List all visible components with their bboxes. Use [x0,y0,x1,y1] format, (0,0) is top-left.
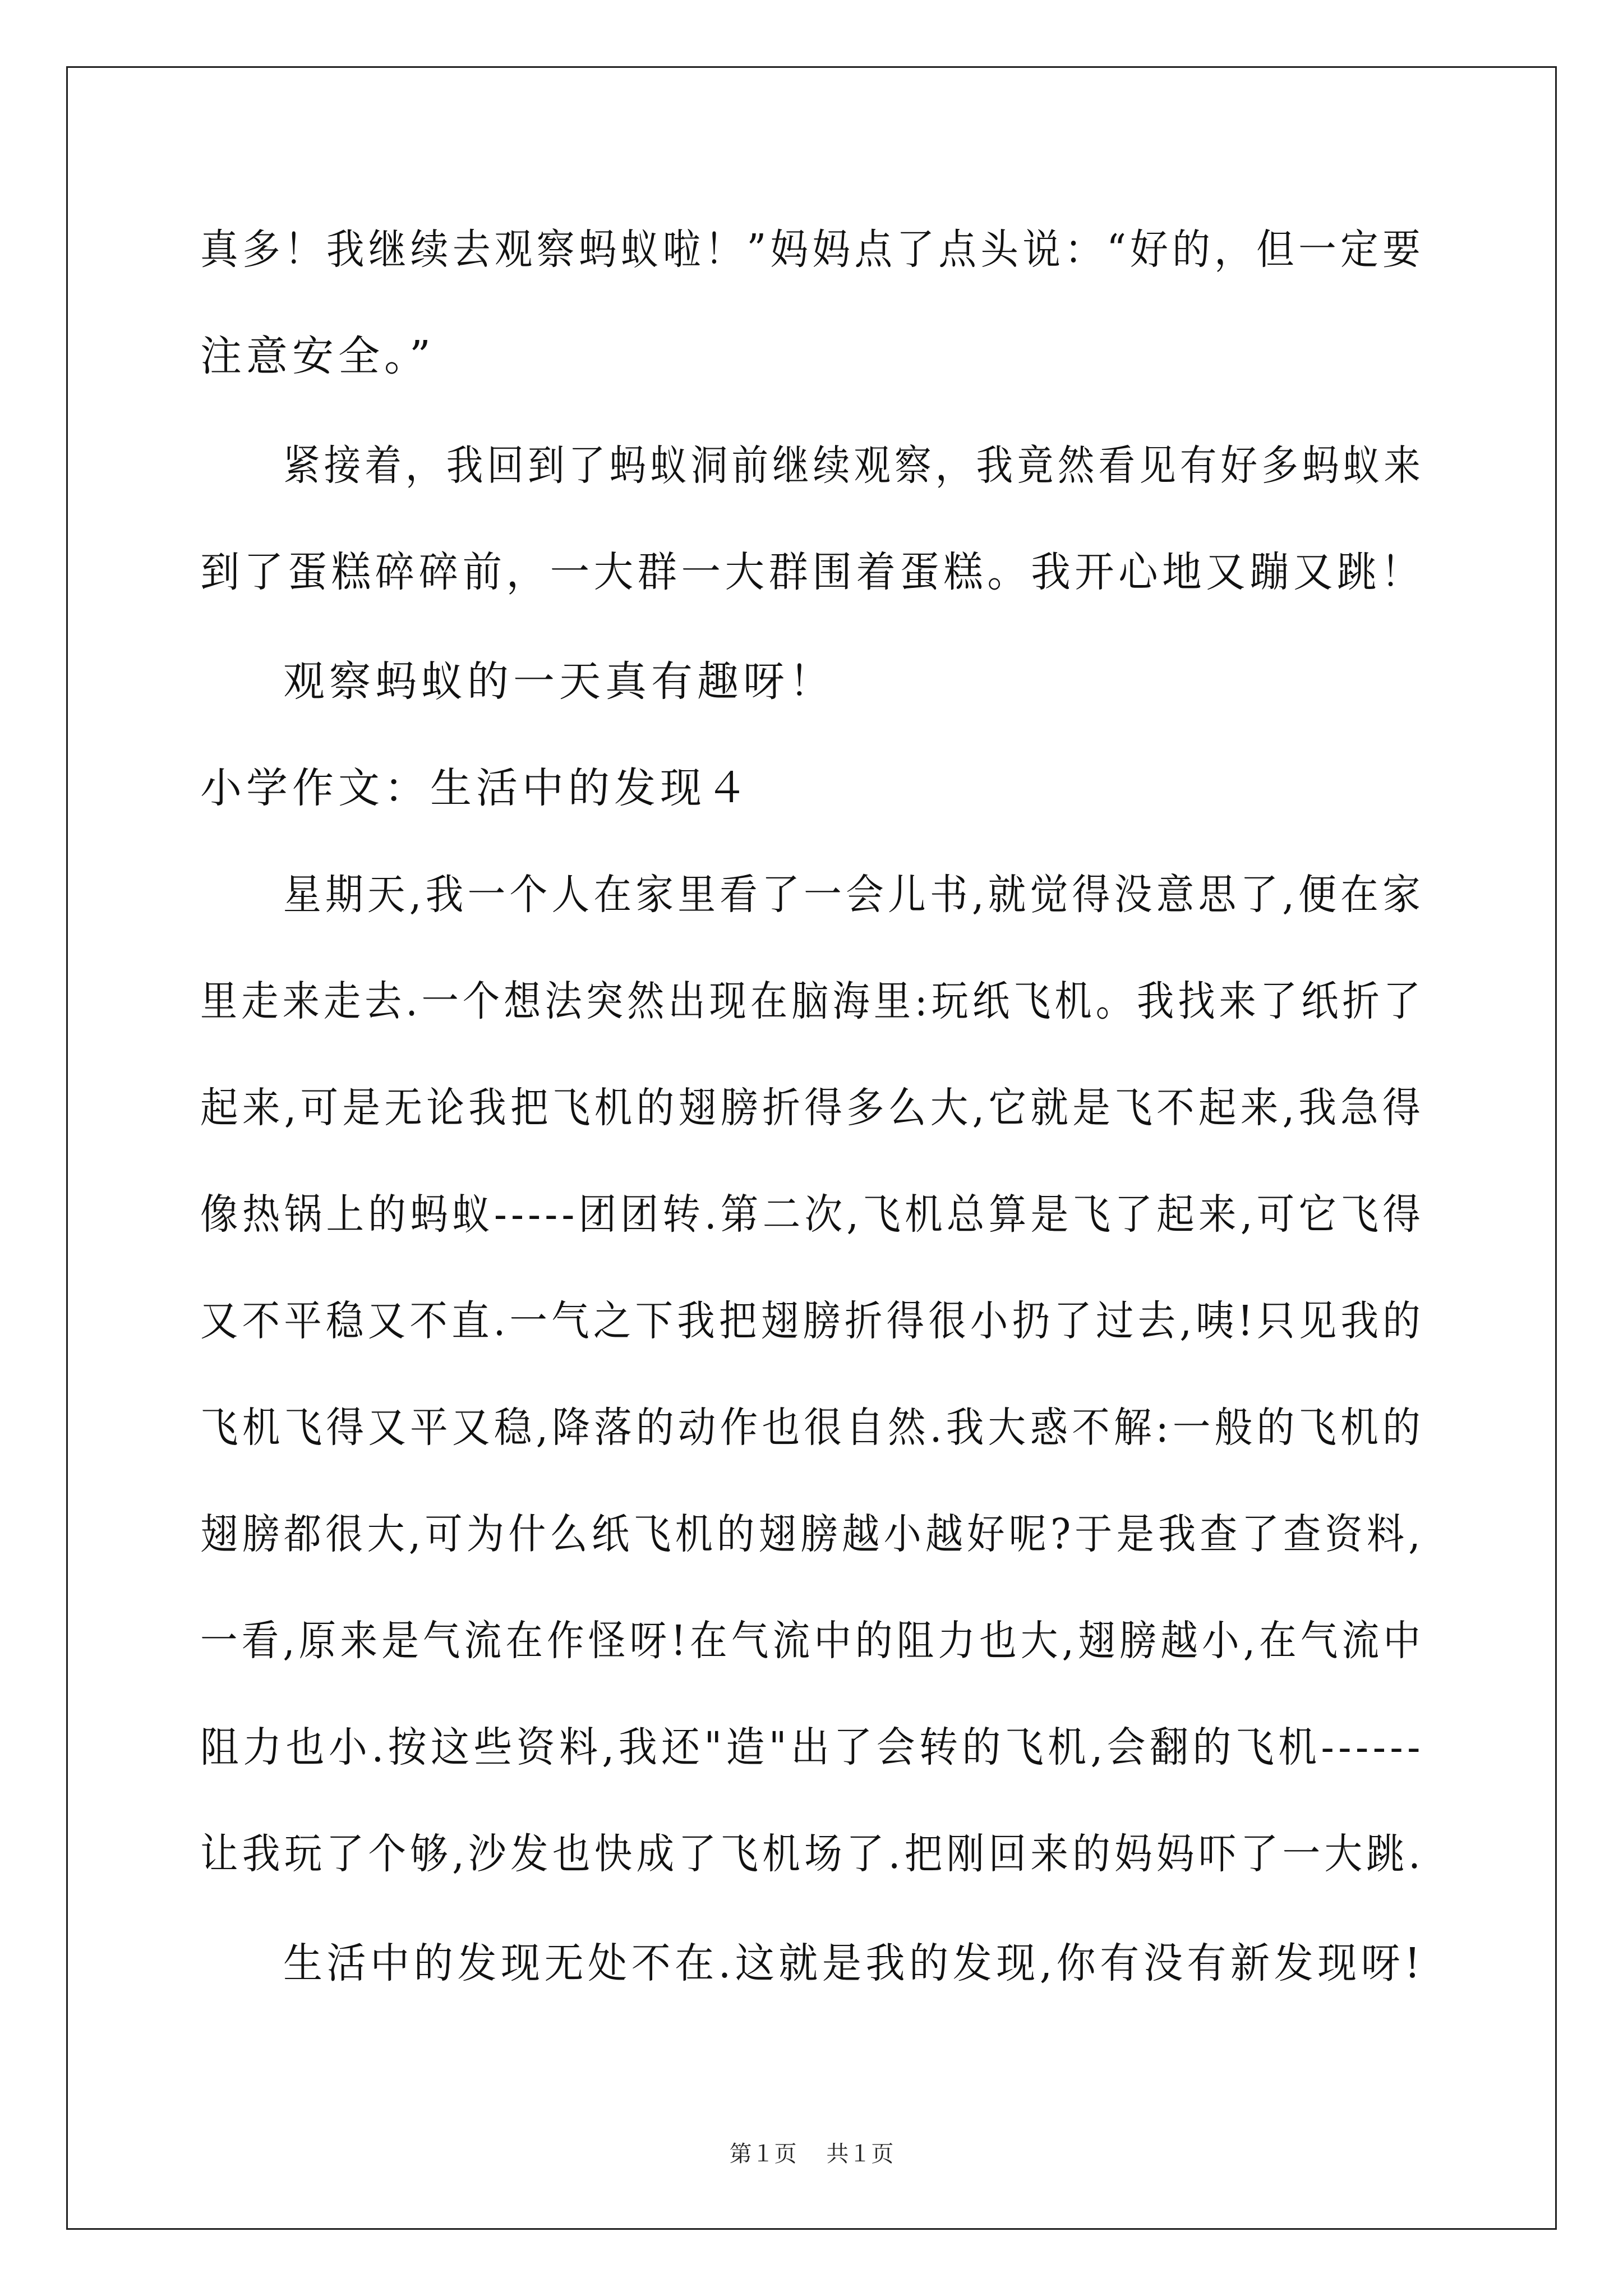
section-heading: 小学作文：生活中的发现４ [200,764,752,812]
text-line: 又不平稳又不直.一气之下我把翅膀折得很小扔了过去,咦!只见我的 [200,1297,1424,1345]
page-footer [0,2137,1623,2171]
text-line: 到了蛋糕碎碎前，一大群一大群围着蛋糕。我开心地又蹦又跳！ [200,548,1425,596]
text-line: 像热锅上的蚂蚁-----团团转.第二次,飞机总算是飞了起来,可它飞得 [200,1190,1425,1239]
text-line: 飞机飞得又平又稳,降落的动作也很自然.我大惑不解:一般的飞机的 [200,1404,1424,1452]
text-line: 紧接着，我回到了蚂蚁洞前继续观察，我竟然看见有好多蚂蚁来 [283,441,1424,490]
page-total: 共１页 [826,2141,894,2167]
text-line: 翅膀都很大,可为什么纸飞机的翅膀越小越好呢?于是我查了查资料, [200,1510,1424,1558]
text-line: 阻力也小.按这些资料,我还"造"出了会转的飞机,会翻的飞机------ [200,1723,1424,1772]
text-line: 生活中的发现无处不在.这就是我的发现,你有没有新发现呀! [283,1939,1425,1987]
text-line: 星期天,我一个人在家里看了一会儿书,就觉得没意思了,便在家 [283,871,1425,919]
text-line: 里走来走去.一个想法突然出现在脑海里:玩纸飞机。我找来了纸折了 [200,977,1425,1025]
page-number: 第１页 [729,2141,797,2167]
text-line: 真多！我继续去观察蚂蚁啦！”妈妈点了点头说：“好的，但一定要 [200,226,1425,274]
text-line: 让我玩了个够,沙发也快成了飞机场了.把刚回来的妈妈吓了一大跳. [200,1830,1425,1878]
text-line: 起来,可是无论我把飞机的翅膀折得多么大,它就是飞不起来,我急得 [200,1084,1425,1132]
page-border [66,66,1557,2230]
text-line: 注意安全。” [200,332,435,380]
text-line: 观察蚂蚁的一天真有趣呀！ [283,657,835,706]
text-line: 一看,原来是气流在作怪呀!在气流中的阻力也大,翅膀越小,在气流中 [200,1617,1425,1665]
